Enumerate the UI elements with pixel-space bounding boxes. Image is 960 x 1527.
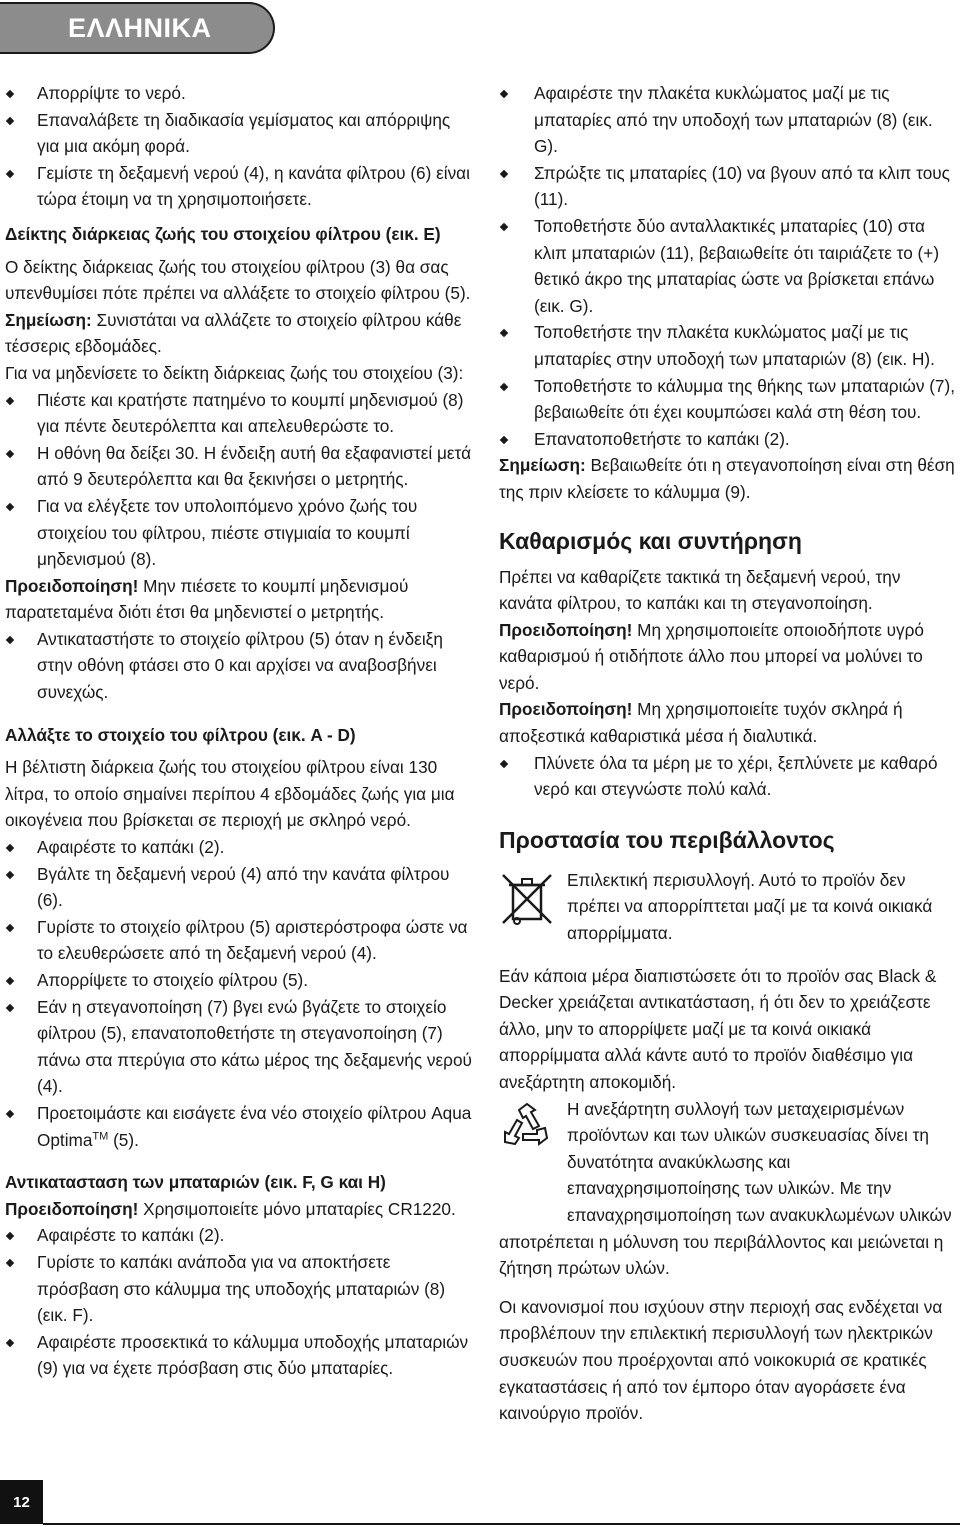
change-heading: Αλλάξτε το στοιχείο του φίλτρου (εικ. A - D) [5, 724, 356, 745]
battery-bullets-left [5, 1222, 473, 1382]
list-item: Αφαιρέστε το καπάκι (2). [5, 1222, 473, 1249]
replace-bullets [5, 626, 473, 706]
environment-heading: Προστασία του περιβάλλοντος [499, 826, 835, 853]
list-item: Επαναλάβετε τη διαδικασία γεμίσματος και απόρριψης για μια ακόμη φορά. [5, 107, 473, 160]
top-bullets [5, 80, 473, 213]
list-item: Γεμίστε τη δεξαμενή νερού (4), η κανάτα φίλτρου (6) είναι τώρα έτοιμη να τη χρησιμοποιήσετε. [5, 160, 473, 213]
list-item: Βγάλτε τη δεξαμενή νερού (4) από την κανάτα φίλτρου (6). [5, 861, 473, 914]
indicator-text: Ο δείκτης διάρκειας ζωής του στοιχείου φίλτρου (3) θα σας υπενθυμίσει πότε πρέπει να αλλάξετε το στοιχείο φίλτρου (5). [5, 256, 471, 304]
left-column [5, 80, 473, 1382]
list-item: Αντικαταστήστε το στοιχείο φίλτρου (5) όταν η ένδειξη στην οθόνη φτάσει στο 0 και αρχίσει να αναβοσβήνει συνεχώς. [5, 626, 473, 706]
change-text: Η βέλτιστη διάρκεια ζωής του στοιχείου φίλτρου είναι 130 λίτρα, το οποίο σημαίνει περίπου 4 εβδομάδες ζωής για μια οικογένεια που βρίσκεται σε περιοχή με σκληρό νερό. [5, 757, 455, 831]
warning-paragraph [5, 573, 473, 626]
weee-text: Επιλεκτική περισυλλογή. Αυτό το προϊόν δεν πρέπει να απορρίπτεται μαζί με τα κοινά οικιακά απορρίμματα. [567, 869, 933, 944]
right-column [499, 80, 957, 1427]
list-item: Εάν η στεγανοποίηση (7) βγει ενώ βγάζετε το στοιχείο φίλτρου (5), επανατοποθετήστε τη στεγανοποίηση (7) πάνω στα πτερύγια στο κάτω μέρος της δεξαμενής νερού (4). [5, 994, 473, 1100]
warning-text: Μην πιέσετε το κουμπί μηδενισμού παρατεταμένα διότι έτσι θα μηδενιστεί ο μετρητής. [5, 575, 409, 623]
list-item: Για να ελέγξετε τον υπολοιπόμενο χρόνο ζωής του στοιχείου του φίλτρου, πιέστε στιγμιαία το κουμπί μηδενισμού (8). [5, 493, 473, 573]
warning-label: Προειδοποίηση! [5, 575, 139, 596]
bottom-rule [43, 1523, 960, 1525]
last-bullet-text: Προετοιμάστε και εισάγετε ένα νέο στοιχείο φίλτρου Aqua Optima [37, 1102, 472, 1150]
list-item: Πλύνετε όλα τα μέρη με το χέρι, ξεπλύνετε με καθαρό νερό και στεγνώστε πολύ καλά. [499, 750, 957, 803]
crossed-bin-icon [499, 871, 555, 927]
last-bullet-end: (5). [108, 1129, 139, 1150]
cleaning-text: Πρέπει να καθαρίζετε τακτικά τη δεξαμενή νερού, την κανάτα φίλτρου, το καπάκι και τη στεγανοποίηση. [499, 566, 901, 614]
recycle-continued: αποτρέπεται η μόλυνση του περιβάλλοντος και μειώνεται η ζήτηση πρώτων υλών. [499, 1231, 944, 1279]
list-item: Τοποθετήστε δύο ανταλλακτικές μπαταρίες (10) στα κλιπ μπαταριών (11), βεβαιωθείτε ότι ταιριάζετε το (+) θετικό άκρο της μπαταρίας ώστε να βρίσκεται επάνω (εικ. G). [499, 213, 957, 319]
cleaning-warning-1 [499, 617, 957, 697]
note-paragraph-right [499, 452, 957, 505]
battery-warning-label: Προειδοποίηση! [5, 1198, 139, 1219]
list-item: Επανατοποθετήστε το καπάκι (2). [499, 426, 957, 453]
list-item: Αφαιρέστε το καπάκι (2). [5, 834, 473, 861]
list-item: Τοποθετήστε το κάλυμμα της θήκης των μπαταριών (7), βεβαιωθείτε ότι έχει κουμπώσει καλά στη θέση του. [499, 373, 957, 426]
list-item: Σπρώξτε τις μπαταρίες (10) να βγουν από τα κλιπ τους (11). [499, 160, 957, 213]
list-item [5, 1100, 473, 1153]
page-number: 12 [0, 1480, 43, 1524]
list-item: Η οθόνη θα δείξει 30. Η ένδειξη αυτή θα εξαφανιστεί μετά από 9 δευτερόλεπτα και θα ξεκινήσει ο μετρητής. [5, 440, 473, 493]
note-text: Βεβαιωθείτε ότι η στεγανοποίηση είναι στη θέση της πριν κλείσετε το κάλυμμα (9). [499, 455, 955, 502]
battery-warning-text: Χρησιμοποιείτε μόνο μπαταρίες CR1220. [138, 1198, 456, 1219]
cleaning-bullets [499, 750, 957, 803]
note-paragraph [5, 307, 473, 360]
reset-intro: Για να μηδενίσετε το δείκτη διάρκειας ζωής του στοιχείου (3): [5, 362, 464, 383]
battery-warning [5, 1196, 473, 1223]
recycle-text: Η ανεξάρτητη συλλογή των μεταχειρισμένων προϊόντων και των υλικών συσκευασίας δίνει τη δυνατότητα ανακύκλωσης και επαναχρησιμοποίησης των υλικών. Με την επαναχρησιμοποίηση των ανακυκλωμένων υλικών [567, 1098, 952, 1225]
language-tab [0, 2, 275, 54]
list-item: Αφαιρέστε προσεκτικά το κάλυμμα υποδοχής μπαταριών (9) για να έχετε πρόσβαση στις δύο μπαταρίες. [5, 1329, 473, 1382]
list-item: Γυρίστε το στοιχείο φίλτρου (5) αριστερόστροφα ώστε να το ελευθερώσετε από τη δεξαμενή νερού (4). [5, 914, 473, 967]
list-item: Απορρίψετε το στοιχείο φίλτρου (5). [5, 967, 473, 994]
reset-bullets [5, 387, 473, 573]
language-label: ΕΛΛΗΝΙΚΑ [68, 13, 212, 43]
trademark-sup: TM [92, 1129, 109, 1142]
warning-text: Μη χρησιμοποιείτε τυχόν σκληρά ή αποξεστικά καθαριστικά μέσα ή διαλυτικά. [499, 699, 903, 747]
warning-text: Μη χρησιμοποιείτε οποιοδήποτε υγρό καθαρισμού ή οτιδήποτε άλλο που μπορεί να μολύνει το νερό. [499, 619, 924, 693]
battery-bullets-right [499, 80, 957, 452]
list-item: Πιέστε και κρατήστε πατημένο το κουμπί μηδενισμού (8) για πέντε δευτερόλεπτα και απελευθερώστε το. [5, 387, 473, 440]
battery-heading: Αντικατασταση των μπαταριών (εικ. F, G και H) [5, 1172, 386, 1193]
cleaning-heading: Καθαρισμός και συντήρηση [499, 527, 802, 554]
warning-label: Προειδοποίηση! [499, 699, 633, 720]
indicator-heading: Δείκτης διάρκειας ζωής του στοιχείου φίλτρου (εικ. E) [5, 223, 441, 244]
note-label: Σημείωση: [499, 455, 586, 476]
recycling-icon [499, 1100, 555, 1156]
recycle-block [499, 1096, 957, 1229]
list-item: Αφαιρέστε την πλακέτα κυκλώματος μαζί με τις μπαταρίες από την υποδοχή των μπαταριών (8) (εικ. G). [499, 80, 957, 160]
cleaning-warning-2 [499, 696, 957, 749]
list-item: Απορρίψτε το νερό. [5, 80, 473, 107]
note-label: Σημείωση: [5, 309, 92, 330]
change-bullets [5, 834, 473, 1153]
list-item: Γυρίστε το καπάκι ανάποδα για να αποκτήσετε πρόσβαση στο κάλυμμα της υποδοχής μπαταριών (8) (εικ. F). [5, 1249, 473, 1329]
env-text-1: Εάν κάποια μέρα διαπιστώσετε ότι το προϊόν σας Black & Decker χρειάζεται αντικατάσταση, ή ότι δεν το χρειάζεστε άλλο, μην το απορρίψετε μαζί με τα κοινά οικιακά απορρίμματα αλλά κάντε αυτό το προϊόν διαθέσιμο για ανεξάρτητη αποκομιδή. [499, 965, 937, 1092]
env-text-2: Οι κανονισμοί που ισχύουν στην περιοχή σας ενδέχεται να προβλέπουν την επιλεκτική περισυλλογή των ηλεκτρικών συσκευών που προέρχονται από νοικοκυριά σε κρατικές εγκαταστάσεις ή από τον έμπορο όταν αγοράσετε ένα καινούργιο προϊόν. [499, 1296, 943, 1424]
list-item: Τοποθετήστε την πλακέτα κυκλώματος μαζί με τις μπαταρίες στην υποδοχή των μπαταριών (8) (εικ. H). [499, 319, 957, 372]
note-text: Συνιστάται να αλλάζετε το στοιχείο φίλτρου κάθε τέσσερις εβδομάδες. [5, 309, 462, 357]
warning-label: Προειδοποίηση! [499, 619, 633, 640]
weee-block [499, 867, 957, 947]
